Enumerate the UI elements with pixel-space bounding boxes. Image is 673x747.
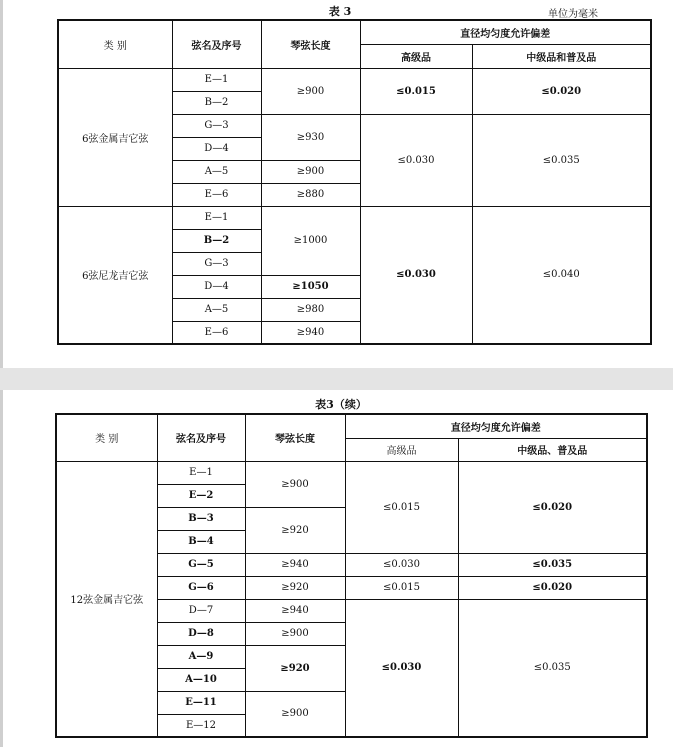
high-tolerance-cell: ≤0.030: [345, 553, 458, 576]
header-string-name: 弦名及序号: [157, 414, 245, 461]
string-cell: B—2: [172, 91, 261, 114]
page-separator: [0, 368, 673, 390]
page-edge: [0, 0, 3, 368]
length-cell: ≥940: [261, 321, 360, 344]
length-cell: ≥1050: [261, 275, 360, 298]
length-cell: ≥900: [245, 622, 345, 645]
length-cell: ≥1000: [261, 206, 360, 275]
document-page-1: [0, 0, 673, 368]
string-cell: E—12: [157, 714, 245, 737]
string-cell: D—8: [157, 622, 245, 645]
header-tolerance: 直径均匀度允许偏差: [360, 20, 651, 44]
string-cell: D—4: [172, 275, 261, 298]
string-cell: A—10: [157, 668, 245, 691]
length-cell: ≥940: [245, 553, 345, 576]
string-cell: D—7: [157, 599, 245, 622]
guitar-string-table-continued: [55, 413, 648, 738]
length-cell: ≥980: [261, 298, 360, 321]
high-tolerance-cell: ≤0.030: [360, 206, 472, 344]
category-cell: 12弦金属吉它弦: [56, 461, 157, 737]
length-cell: ≥900: [245, 691, 345, 737]
length-cell: ≥900: [261, 160, 360, 183]
table-title-continued: 表3（续）: [315, 398, 367, 411]
high-tolerance-cell: ≤0.030: [345, 599, 458, 737]
header-length: 琴弦长度: [245, 414, 345, 461]
mid-tolerance-cell: ≤0.040: [472, 206, 651, 344]
length-cell: ≥920: [245, 507, 345, 553]
header-high-grade: 高级品: [360, 44, 472, 68]
page-edge: [0, 390, 3, 747]
high-tolerance-cell: ≤0.015: [345, 461, 458, 553]
length-cell: ≥930: [261, 114, 360, 160]
document-page-2: [0, 390, 673, 747]
string-cell: A—5: [172, 298, 261, 321]
string-cell: E—2: [157, 484, 245, 507]
mid-tolerance-cell: ≤0.035: [458, 599, 647, 737]
header-category: 类 别: [56, 414, 157, 461]
length-cell: ≥900: [245, 461, 345, 507]
header-high-grade: 高级品: [345, 438, 458, 461]
high-tolerance-cell: ≤0.015: [345, 576, 458, 599]
category-cell: 6弦金属吉它弦: [58, 68, 172, 206]
high-tolerance-cell: ≤0.015: [360, 68, 472, 114]
string-cell: G—3: [172, 114, 261, 137]
string-cell: A—5: [172, 160, 261, 183]
string-cell: E—6: [172, 183, 261, 206]
mid-tolerance-cell: ≤0.035: [472, 114, 651, 206]
string-cell: E—1: [172, 206, 261, 229]
string-cell: B—2: [172, 229, 261, 252]
string-cell: E—1: [157, 461, 245, 484]
string-cell: G—3: [172, 252, 261, 275]
string-cell: D—4: [172, 137, 261, 160]
mid-tolerance-cell: ≤0.020: [458, 461, 647, 553]
string-cell: G—6: [157, 576, 245, 599]
string-cell: G—5: [157, 553, 245, 576]
guitar-string-table: [57, 19, 652, 345]
header-category: 类 别: [58, 20, 172, 68]
header-length: 琴弦长度: [261, 20, 360, 68]
header-mid-grade: 中级品和普及品: [472, 44, 651, 68]
header-tolerance: 直径均匀度允许偏差: [345, 414, 647, 438]
length-cell: ≥920: [245, 576, 345, 599]
header-mid-grade: 中级品、普及品: [458, 438, 647, 461]
length-cell: ≥920: [245, 645, 345, 691]
string-cell: E—6: [172, 321, 261, 344]
length-cell: ≥940: [245, 599, 345, 622]
table-title: 表 3: [328, 5, 352, 18]
string-cell: E—1: [172, 68, 261, 91]
unit-note: 单位为毫米: [548, 9, 598, 20]
category-cell: 6弦尼龙吉它弦: [58, 206, 172, 344]
length-cell: ≥900: [261, 68, 360, 114]
string-cell: A—9: [157, 645, 245, 668]
string-cell: B—4: [157, 530, 245, 553]
header-string-name: 弦名及序号: [172, 20, 261, 68]
string-cell: E—11: [157, 691, 245, 714]
mid-tolerance-cell: ≤0.020: [458, 576, 647, 599]
high-tolerance-cell: ≤0.030: [360, 114, 472, 206]
length-cell: ≥880: [261, 183, 360, 206]
mid-tolerance-cell: ≤0.020: [472, 68, 651, 114]
mid-tolerance-cell: ≤0.035: [458, 553, 647, 576]
string-cell: B—3: [157, 507, 245, 530]
